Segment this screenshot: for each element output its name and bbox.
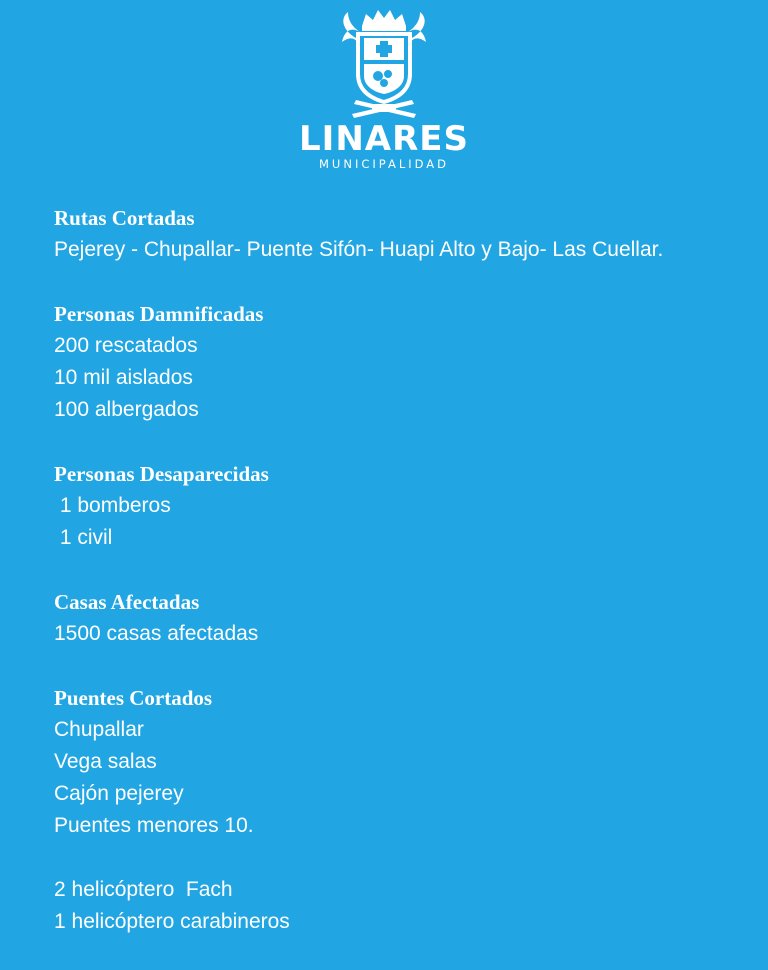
section-casas-afectadas xyxy=(54,586,754,650)
brand-subtitle: MUNICIPALIDAD xyxy=(319,157,449,171)
list-item: 1500 casas afectadas xyxy=(54,622,259,645)
coat-of-arms-icon xyxy=(336,8,432,120)
list-item: Puentes menores 10. xyxy=(54,814,254,837)
section-puentes-cortados xyxy=(54,682,754,842)
list-item: 1 bomberos xyxy=(54,494,171,517)
list-item: 1 helicóptero carabineros xyxy=(54,910,290,933)
section-personas-damnificadas xyxy=(54,298,754,426)
list-item: 100 albergados xyxy=(54,398,199,421)
list-item: Chupallar xyxy=(54,718,144,741)
brand-name: LINARES xyxy=(299,119,469,159)
section-heading: Puentes Cortados xyxy=(54,686,213,710)
section-heading: Rutas Cortadas xyxy=(54,206,195,230)
section-heading: Casas Afectadas xyxy=(54,590,200,614)
section-heading: Personas Desaparecidas xyxy=(54,462,269,486)
report-content xyxy=(54,202,754,970)
list-item: 2 helicóptero Fach xyxy=(54,878,233,901)
list-item: Cajón pejerey xyxy=(54,782,184,805)
municipal-logo xyxy=(0,8,768,171)
list-item: 200 rescatados xyxy=(54,334,198,357)
list-item: Pejerey - Chupallar- Puente Sifón- Huapi Alto y Bajo- Las Cuellar. xyxy=(54,238,664,261)
section-helicopteros xyxy=(54,874,754,938)
list-item: 10 mil aislados xyxy=(54,366,193,389)
section-heading: Personas Damnificadas xyxy=(54,302,264,326)
list-item: Vega salas xyxy=(54,750,157,773)
list-item: 1 civil xyxy=(54,526,113,549)
section-personas-desaparecidas xyxy=(54,458,754,554)
section-rutas-cortadas xyxy=(54,202,754,266)
